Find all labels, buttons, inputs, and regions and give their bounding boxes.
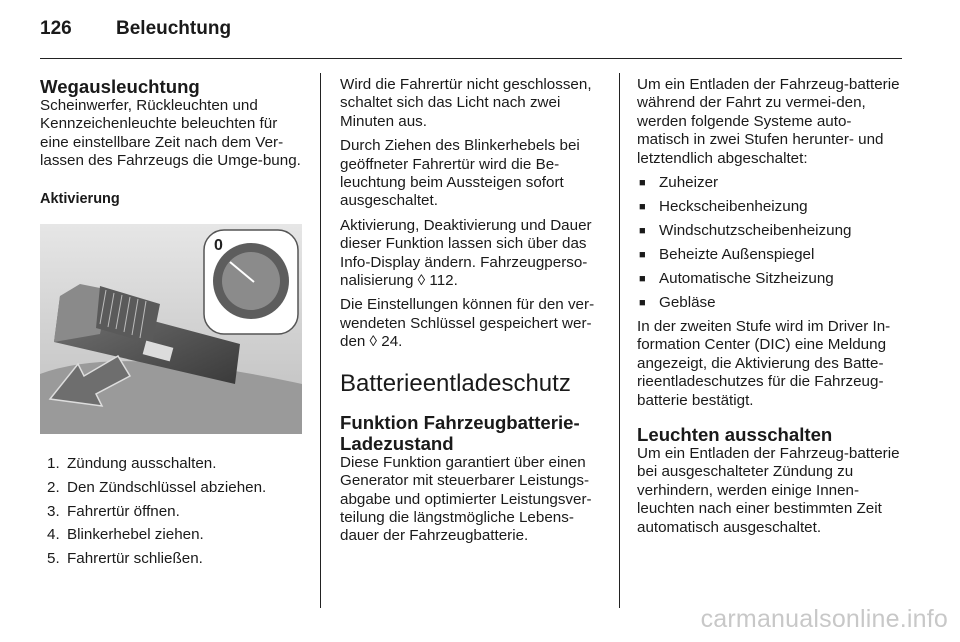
- paragraph: In der zweiten Stufe wird im Driver In-formation Center (DIC) eine Meldung angezeigt, die Aktivierung des Batte-rieentladeschutzes für die Fahrzeug-batterie bestätigt.: [637, 318, 891, 409]
- list-item: ■ Automatische Sitzheizung: [637, 270, 903, 288]
- list-item: ■ Zuheizer: [637, 174, 903, 192]
- list-item: ■ Beheizte Außenspiegel: [637, 246, 903, 264]
- systems-bullet-list: [637, 174, 903, 312]
- section-title-batterieentladeschutz: Batterieentladeschutz: [340, 369, 571, 397]
- paragraph: Durch Ziehen des Blinkerhebels bei geöffneter Fahrertür wird die Be-leuchtung beim Aussteigen sofort ausgeschaltet.: [340, 137, 580, 210]
- list-item: ■ Heckscheibenheizung: [637, 198, 903, 216]
- list-item: 4. Blinkerhebel ziehen.: [47, 526, 204, 544]
- paragraph: Um ein Entladen der Fahrzeug-batterie bei ausgeschalteter Zündung zu verhindern, werden einige Innen-leuchten nach einer bestimmten Zeit automatisch ausgeschaltet.: [637, 445, 900, 536]
- paragraph: Die Einstellungen können für den ver-wendeten Schlüssel gespeichert wer-den ◊ 24.: [340, 296, 595, 351]
- paragraph: Um ein Entladen der Fahrzeug-batterie während der Fahrt zu vermei-den, werden folgende Systeme auto-matisch in zwei Stufen herunter- und letztendlich abgeschaltet:: [637, 76, 900, 167]
- page-number: 126: [40, 18, 72, 39]
- section-heading-leuchten-ausschalten: Leuchten ausschalten: [637, 424, 833, 446]
- watermark: carmanualsonline.info: [700, 605, 948, 633]
- column-2: [340, 76, 606, 546]
- header-rule: [40, 58, 902, 59]
- list-item: 1. Zündung ausschalten.: [47, 455, 217, 473]
- activation-steps-list: [40, 455, 304, 568]
- list-item: 5. Fahrertür schließen.: [47, 549, 203, 567]
- list-item: ■ Gebläse: [637, 294, 903, 312]
- page-header: [40, 18, 231, 40]
- intro-paragraph: Scheinwerfer, Rückleuchten und Kennzeichenleuchte beleuchten für eine einstellbare Zeit nach dem Ver-lassen des Fahrzeugs die Umge-bung.: [40, 97, 301, 170]
- subheading-aktivierung: Aktivierung: [40, 190, 120, 207]
- paragraph: Wird die Fahrertür nicht geschlossen, schaltet sich das Licht nach zwei Minuten aus.: [340, 76, 592, 130]
- column-divider-1: [320, 73, 321, 608]
- subheading-funktion: Funktion Fahrzeugbatterie-Ladezustand: [340, 411, 580, 454]
- svg-text:0: 0: [214, 237, 223, 255]
- column-divider-2: [619, 73, 620, 608]
- section-heading-wegausleuchtung: Wegausleuchtung: [40, 76, 200, 97]
- paragraph: Aktivierung, Deaktivierung und Dauer dieser Funktion lassen sich über das Info-Display ändern. Fahrzeugperso-nalisierung ◊ 112.: [340, 216, 592, 290]
- list-item: 2. Den Zündschlüssel abziehen.: [47, 479, 267, 497]
- paragraph: Diese Funktion garantiert über einen Generator mit steuerbarer Leistungs-abgabe und optimierter Leistungsver-teilung die längstmögliche Lebens-dauer der Fahrzeugbatterie.: [340, 453, 592, 545]
- list-item: ■ Windschutzscheibenheizung: [637, 222, 903, 240]
- column-1: [40, 76, 304, 573]
- column-3: [637, 76, 903, 537]
- turn-signal-lever-illustration: [40, 224, 302, 434]
- page-title: Beleuchtung: [116, 18, 232, 39]
- list-item: 3. Fahrertür öffnen.: [47, 502, 180, 520]
